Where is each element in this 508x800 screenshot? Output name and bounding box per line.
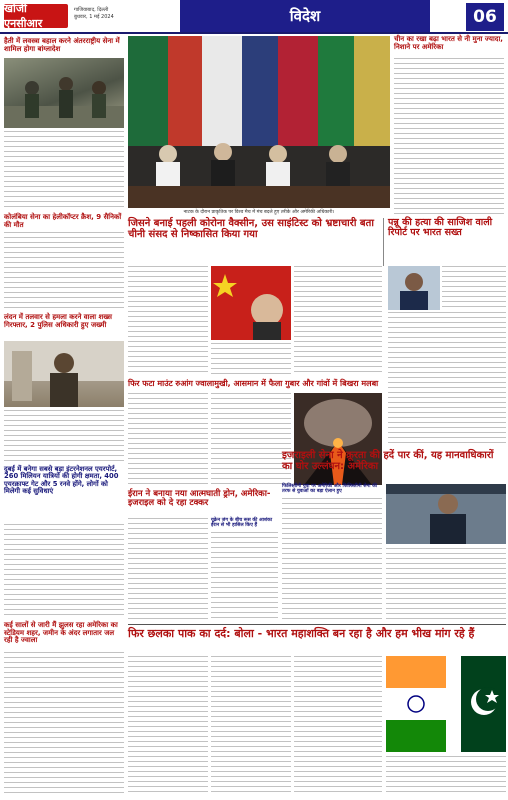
colombia-body <box>4 232 124 310</box>
pakistan-body-3 <box>294 656 382 794</box>
flags-art <box>386 656 506 752</box>
meta-date: बुधवार, 1 मई 2024 <box>74 14 114 20</box>
china-body <box>394 58 504 218</box>
haiti-photo <box>4 58 124 128</box>
pannu-body-2 <box>388 312 506 446</box>
corona-body-2 <box>211 343 291 376</box>
pannu-photo <box>388 266 440 310</box>
pannu-headline: पन्नू की हत्या की साजिश वाली रिपोर्ट पर भारत सख्त <box>388 217 493 239</box>
pannu-photo-art <box>388 266 440 310</box>
masthead-meta <box>74 7 154 21</box>
colombia-headline: कोलंबिया सेना का हेलीकॉप्टर क्रैश, 9 सैनिकों की मौत <box>4 213 122 229</box>
volcano-body <box>128 393 208 485</box>
volcano-headline: फिर फटा माउंट रुआंग ज्वालामुखी, आसमान में फैला गुबार और गांवों में बिखरा मलबा <box>128 379 379 388</box>
pakistan-body-4 <box>386 756 506 794</box>
israel-headline: इजराइली सेना ने क्रूरता की हदें पार कीं, यह मानवाधिकारों का घोर उल्लंघन: अमेरिका <box>282 450 494 472</box>
london-photo <box>4 341 124 407</box>
iran-subhead: यूक्रेन जंग के बीच रूस की आशंका ईरान से भी हासिल किए हैं <box>211 518 273 529</box>
china-headline: चीन का रखा बढ़ा भारत से नी मुना ज्यादा, निशाने पर अमेरिका <box>394 35 503 51</box>
haiti-body <box>4 131 124 211</box>
iran-headline: ईरान ने बनाया नया आत्मघाती ड्रोन, अमेरिका-इजराइल को दे रहा टक्कर <box>128 489 271 509</box>
photo-caption: नाटक के दौरान प्राकृतिक पर विश्व मैच में मंच बदले हुए तरीके और अमेरिकी अधिकारी। <box>183 210 335 215</box>
london-headline: लंदन में तलवार से हमला करने वाला शख्स गिरफ्तार, 2 पुलिस अधिकारी हुए जख्मी <box>4 313 113 329</box>
corona-body-3 <box>294 266 382 376</box>
london-photo-art <box>4 341 124 407</box>
israel-subhead: फिलिस्तीनी युवा पर अमेरिकी और फिलिस्तीनी सेना की तरफ से युवाओं का बड़ा ऐलान हुए <box>282 484 378 495</box>
meeting-photo-art <box>128 36 390 208</box>
pakistan-body <box>128 656 208 794</box>
dubai-body <box>4 524 124 618</box>
corona-body <box>128 266 208 376</box>
israel-photo-art <box>386 484 506 544</box>
meeting-photo <box>128 36 390 208</box>
protest-body <box>4 652 124 794</box>
newspaper-logo: खोजी एनसीआर <box>4 4 68 28</box>
pannu-body <box>442 266 506 310</box>
iran-body <box>128 518 208 620</box>
section-title: विदेश <box>180 0 430 32</box>
corona-headline: जिसने बनाई पहली कोरोना वैक्सीन, उस साइंटिस्ट को भ्रष्टाचारी बता चीनी संसद से निष्कासित किया गया <box>128 218 374 240</box>
israel-body-2 <box>386 548 506 620</box>
haiti-headline: हैती में लवस्त्रा बहाल करने अंतरराष्ट्रीय सेना में शामिल होगा बांग्लादेश <box>4 37 120 53</box>
china-flag-photo <box>211 266 291 340</box>
protest-headline: कई सालों से जारी मैं झुलस रहा अमेरिका का स्टेडियम शहर, जमीन के अंदर लगातार जल रही है ज्वाला <box>4 621 118 645</box>
israel-body <box>282 498 382 620</box>
volcano-body-2 <box>211 393 291 485</box>
flags-photo <box>386 656 506 752</box>
china-flag-art <box>211 266 291 340</box>
column-divider <box>383 218 384 266</box>
israel-photo <box>386 484 506 544</box>
london-body <box>4 410 124 462</box>
pakistan-headline: फिर छलका पाक का दर्द: बोला - भारत महाशक्ति बन रहा है और हम भीख मांग रहे हैं <box>128 627 475 640</box>
haiti-photo-art <box>4 58 124 128</box>
iran-body-2 <box>211 532 278 620</box>
meta-city: गाजियाबाद, दिल्ली <box>74 7 109 13</box>
pakistan-body-2 <box>211 656 291 794</box>
section-divider <box>128 624 506 625</box>
dubai-headline: दुबई में बनेगा सबसे बड़ा इंटरनेशनल एयरपोर्ट, 260 मिलियन यात्रियों की होगी क्षमता, 400 एयरक्राफ्ट गेट और 5 रनवे होंगे, लोगों को मिलेगी कई सुविधाएं <box>4 465 119 496</box>
page-number: 06 <box>466 3 504 31</box>
